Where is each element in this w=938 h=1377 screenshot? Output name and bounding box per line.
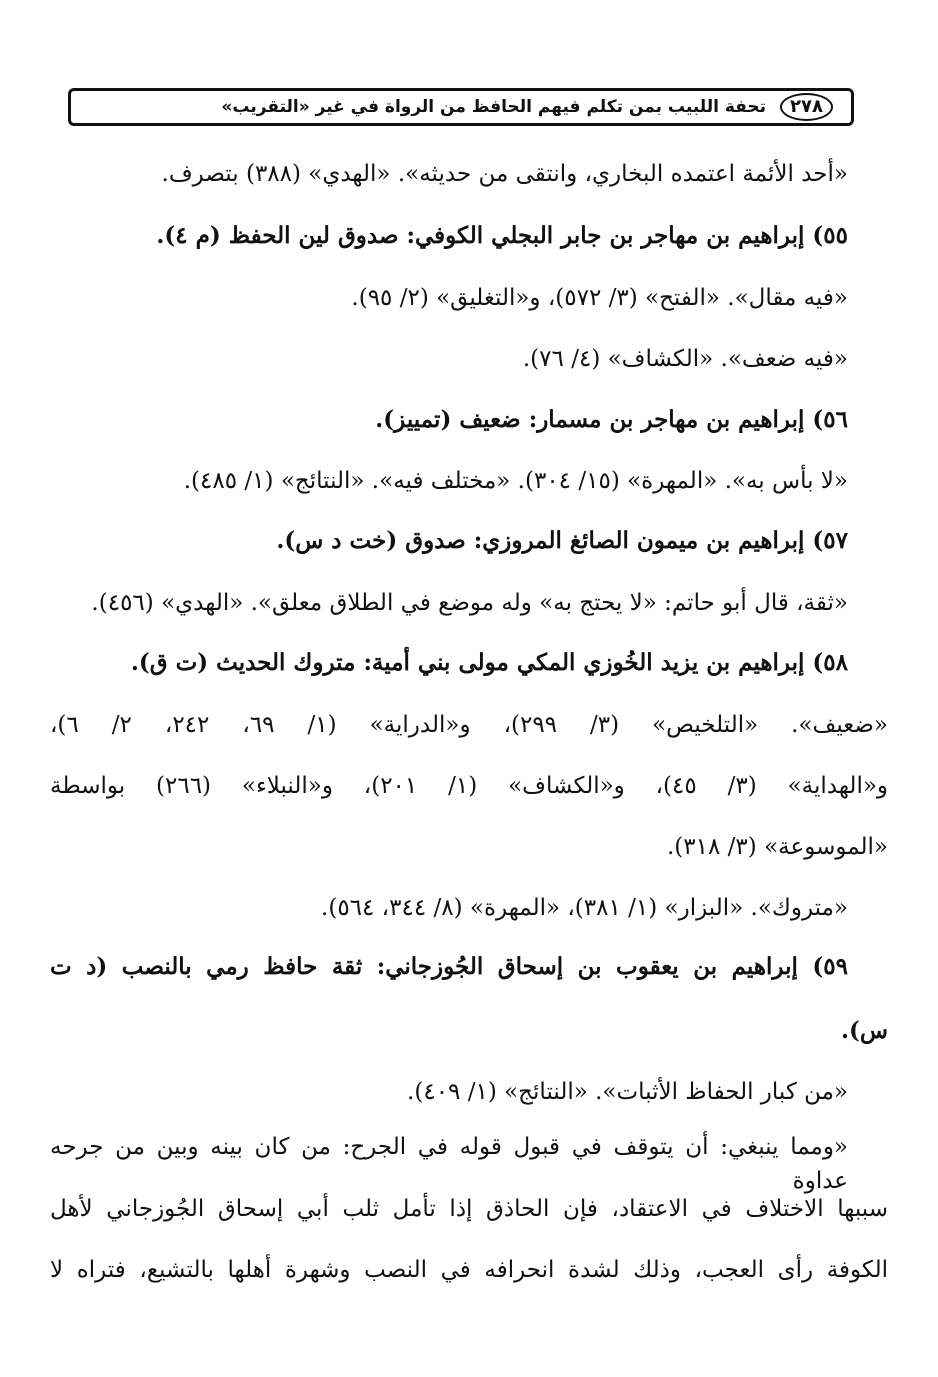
entry-line: ٥٩) إبراهيم بن يعقوب بن إسحاق الجُوزجاني: ثقة حافظ رمي بالنصب (د ت — [50, 953, 848, 980]
text-line: «ضعيف». «التلخيص» (٣/ ٢٩٩)، و«الدراية» (١/ ٦٩، ٢٤٢، ٢/ ٦)، — [50, 712, 889, 738]
entry-line: ٥٥) إبراهيم بن مهاجر بن جابر البجلي الكوفي: صدوق لين الحفظ (م ٤). — [156, 222, 848, 249]
header-title: تحفة اللبيب بمن تكلم فيهم الحافظ من الرواة في غير «التقريب» — [221, 97, 767, 117]
text-line: «من كبار الحفاظ الأثبات». «النتائج» (١/ ٤٠٩). — [407, 1079, 848, 1105]
text-line: «الموسوعة» (٣/ ٣١٨). — [667, 834, 888, 860]
text-line: و«الهداية» (٣/ ٤٥)، و«الكشاف» (١/ ٢٠١)، و«النبلاء» (٢٦٦) بواسطة — [50, 773, 889, 799]
text-line: «فيه مقال». «الفتح» (٣/ ٥٧٢)، و«التغليق» (٢/ ٩٥). — [351, 285, 848, 311]
text-line: «فيه ضعف». «الكشاف» (٤/ ٧٦). — [522, 346, 848, 372]
text-line: سببها الاختلاف في الاعتقاد، فإن الحاذق إذا تأمل ثلب أبي إسحاق الجُوزجاني لأهل — [50, 1196, 888, 1222]
text-line: الكوفة رأى العجب، وذلك لشدة انحرافه في النصب وشهرة أهلها بالتشيع، فتراه لا — [50, 1257, 888, 1283]
running-header — [68, 88, 854, 126]
entry-line: ٥٦) إبراهيم بن مهاجر بن مسمار: ضعيف (تمييز). — [375, 406, 848, 433]
entry-line: س). — [841, 1017, 888, 1044]
entry-line: ٥٧) إبراهيم بن ميمون الصائغ المروزي: صدوق (خت د س). — [276, 527, 848, 554]
page-number: ٢٧٨ — [780, 93, 833, 121]
text-line: «ثقة، قال أبو حاتم: «لا يحتج به» وله موضع في الطلاق معلق». «الهدي» (٤٥٦). — [91, 590, 848, 616]
text-line: «متروك». «البزار» (١/ ٣٨١)، «المهرة» (٨/ ٣٤٤، ٥٦٤). — [321, 895, 848, 921]
text-line: «لا بأس به». «المهرة» (١٥/ ٣٠٤). «مختلف فيه». «النتائج» (١/ ٤٨٥). — [183, 468, 848, 494]
text-line: «أحد الأئمة اعتمده البخاري، وانتقى من حديثه». «الهدي» (٣٨٨) بتصرف. — [161, 161, 848, 187]
text-line: «ومما ينبغي: أن يتوقف في قبول قوله في الجرح: من كان بينه وبين من جرحه عداوة — [50, 1134, 848, 1194]
entry-line: ٥٨) إبراهيم بن يزيد الخُوزي المكي مولى بني أمية: متروك الحديث (ت ق). — [130, 649, 848, 676]
